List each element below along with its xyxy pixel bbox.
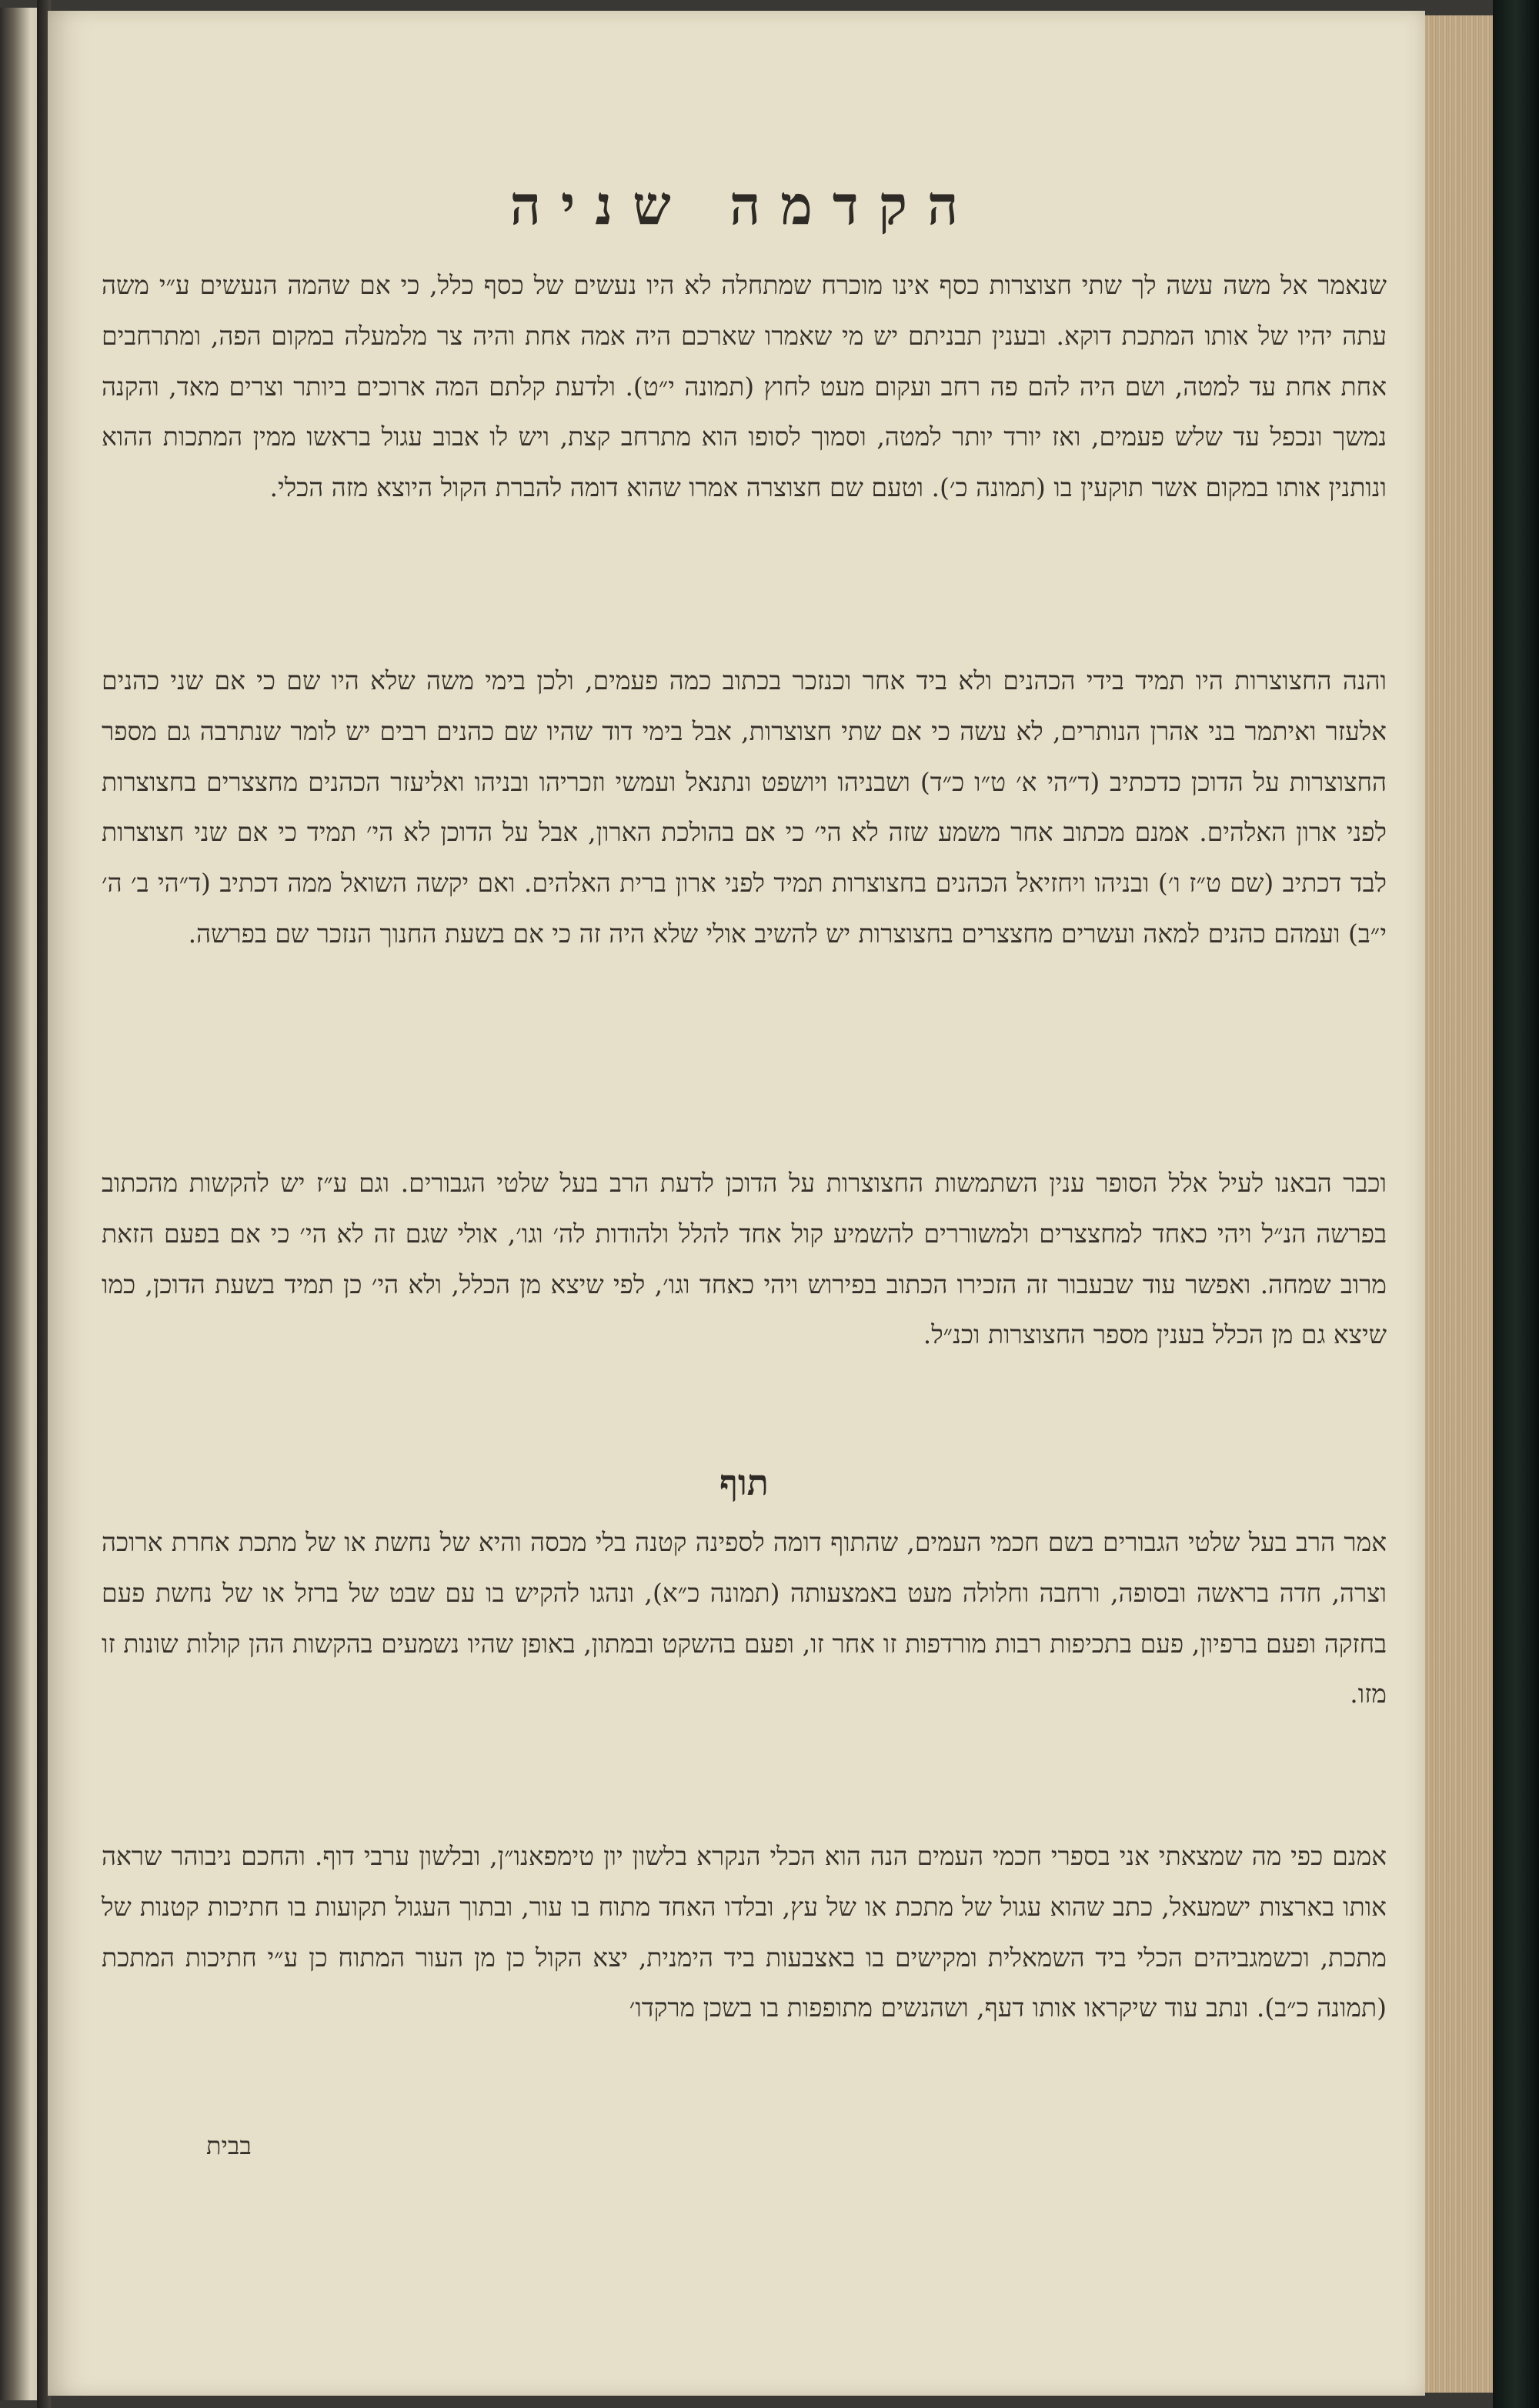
facing-page-edge (0, 8, 42, 2400)
paragraph-3: וכבר הבאנו לעיל אלל הסופר ענין השתמשות החצוצרות על הדוכן לדעת הרב בעל שלטי הגבורים. וגם ע״ז יש להקשות מהכתוב בפרשה הנ״ל ויהי כאחד למחצצרים ולמשוררים להשמיע קול אחד להלל ולהודות לה׳ וגו׳, אולי שגם זה לא הי׳ כי אם בפעם הזאת מרוב שמחה. ואפשר עוד שבעבור זה הזכירו הכתוב בפירוש ויהי כאחד וגו׳, לפי שיצא מן הכלל, ולא הי׳ כן תמיד בשעת הדוכן, כמו שיצא גם מן הכלל בענין מספר החצוצרות וכנ״ל. (102, 1168, 1387, 1350)
section-heading: תוף (719, 1462, 769, 1503)
paragraph-1: שנאמר אל משה עשה לך שתי חצוצרות כסף אינו מוכרח שמתחלה לא היו נעשים של כסף כלל, כי אם שהמה הנעשים ע״י משה עתה יהיו של אותו המתכת דוקא. ובענין תבניתם יש מי שאמרו שארכם היה אמה אחת והיה צר מלמעלה במקום הפה, ומתרחבים אחת אחת עד למטה, ושם היה להם פה רחב ועקום מעט לחוץ (תמונה י״ט). ולדעת קלתם המה ארוכים ביותר וצרים מאד, והקנה נמשך ונכפל עד שלש פעמים, ואז יורד יותר למטה, וסמוך לסופו הוא מתרחב קצת, ויש לו אבוב עגול בראשו ממין המתכות ההוא ונותנין אותו במקום אשר תוקעין בו (תמונה כ׳). וטעם שם חצוצרה אמרו שהוא דומה להברת הקול היוצא מזה הכלי. (102, 270, 1387, 503)
paragraph-5: אמנם כפי מה שמצאתי אני בספרי חכמי העמים הנה הוא הכלי הנקרא בלשון יון טימפאנו״ן, ובלשון ערבי דוף. והחכם ניבוהר שראה אותו בארצות ישמעאל, כתב שהוא עגול של מתכת או של עץ, ובלדו האחד מתוח בו עור, ובתוך העגול תקועות בו חתיכות קטנות של מתכת, וכשמגביהים הכלי ביד השמאלית ומקישים בו באצבעות ביד הימנית, יצא הקול כן מן העור המתוח כן ע״י חתיכות המתכת (תמונה כ״ב). ונתב עוד שיקראו אותו דעף, ושהנשים מתופפות בו בשכן מרקדו׳ (102, 1841, 1387, 2023)
book-cover-edge (1493, 0, 1539, 2408)
catchword: בבית (206, 2131, 252, 2160)
page-edges (1425, 15, 1493, 2393)
paragraph-4: אמר הרב בעל שלטי הגבורים בשם חכמי העמים, שהתוף דומה לספינה קטנה בלי מכסה והיא של נחשת או של מתכת אחרת ארוכה וצרה, חדה בראשה ובסופה, ורחבה וחלולה מעט באמצעותה (תמונה כ״א), ונהגו להקיש בו עם שבט של ברזל או של נחשת פעם בחזקה ופעם ברפיון, פעם בתכיפות רבות מורדפות זו אחר זו, ופעם בהשקט ובמתון, באופן שהיו נשמעים בהקשות ההן קולות שונות זו מזו. (102, 1527, 1387, 1709)
paragraph-2: והנה החצוצרות היו תמיד בידי הכהנים ולא ביד אחר וכנזכר בכתוב כמה פעמים, ולכן בימי משה שלא היו שם כי אם שני כהנים אלעזר ואיתמר בני אהרן הנותרים, לא עשה כי אם שתי חצוצרות, אבל בימי דוד שהיו שם כהנים רבים יש לומר שנתרבה גם מספר החצוצרות על הדוכן כדכתיב (ד״הי א׳ ט״ו כ״ד) ושבניהו ויושפט ונתנאל ועמשי וזכריהו ובניהו ואליעזר הכהנים מחצצרים בחצוצרות לפני ארון האלהים. אמנם מכתוב אחר משמע שזה לא הי׳ כי אם בהולכת הארון, אבל על הדוכן לא הי׳ תמיד כי אם שני חצוצרות לבד דכתיב (שם ט״ז ו׳) ובניהו ויחזיאל הכהנים בחצוצרות תמיד לפני ארון ברית האלהים. ואם יקשה השואל ממה דכתיב (ד״הי ב׳ ה׳ י״ב) ועמהם כהנים למאה ועשרים מחצצרים בחצוצרות יש להשיב אולי שלא היה זה כי אם בשעת החנוך הנזכר שם בפרשה. (102, 665, 1387, 949)
page-title: הקדמה שניה (509, 173, 979, 237)
